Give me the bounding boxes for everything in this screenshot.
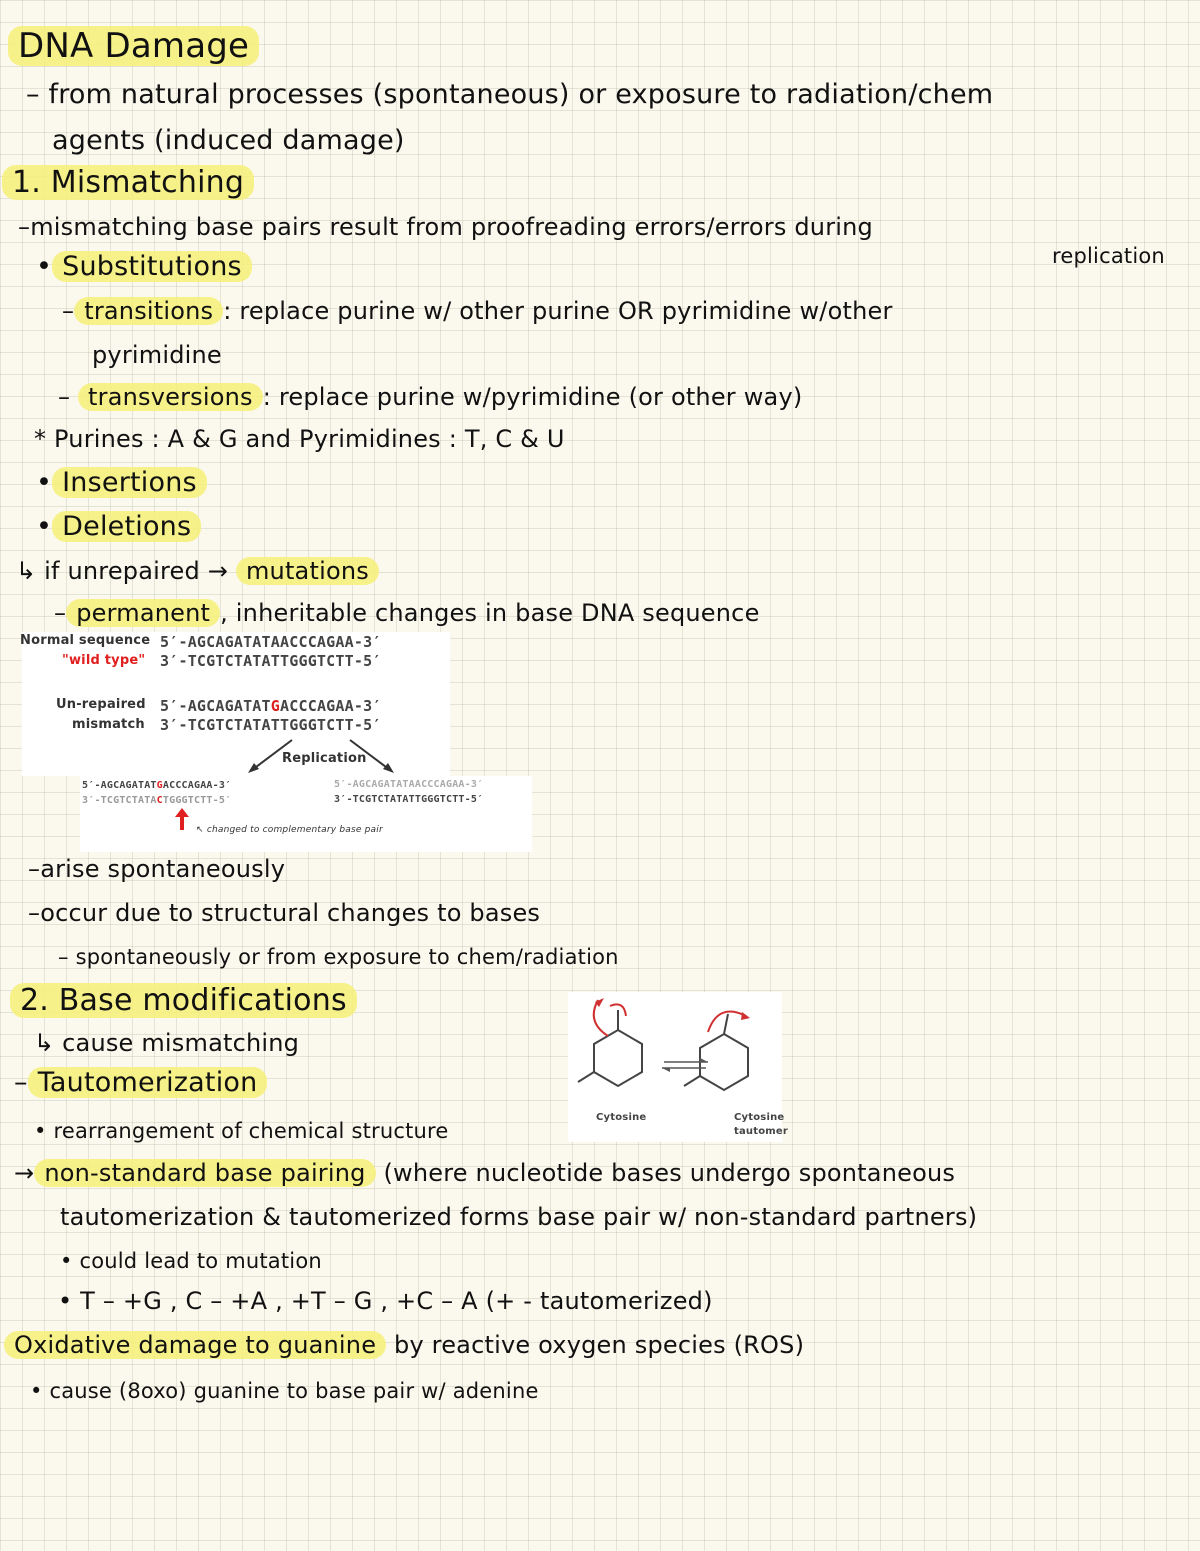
transversions-line: – transversions : replace purine w/pyrimidine (or other way) bbox=[58, 383, 803, 411]
oxidative-line: Oxidative damage to guanine by reactive oxygen species (ROS) bbox=[4, 1332, 804, 1358]
nonstandard-line: → non-standard base pairing (where nucleotide bases undergo spontaneous bbox=[14, 1159, 956, 1187]
section-1-title: 1. Mismatching bbox=[2, 166, 254, 199]
oxo-line: • cause (8oxo) guanine to base pair w/ adenine bbox=[30, 1379, 539, 1403]
left-strand-top: 5′-AGCAGATATGACCCAGAA-3′ bbox=[82, 780, 232, 791]
could-lead-line: • could lead to mutation bbox=[60, 1249, 322, 1273]
pairs-line: • T – +G , C – +A , +T – G , +C – A (+ - tautomerized) bbox=[58, 1287, 713, 1315]
cytosine-label: Cytosine bbox=[596, 1112, 647, 1123]
section-2-title: 2. Base modifications bbox=[10, 984, 357, 1017]
unrepaired-strand-bottom: 3′-TCGTCTATATTGGGTCTT-5′ bbox=[160, 716, 382, 734]
replication-label: Replication bbox=[282, 751, 367, 766]
intro-line: – from natural processes (spontaneous) or exposure to radiation/chem bbox=[26, 79, 994, 110]
transitions-line: – transitions : replace purine w/ other purine OR pyrimidine w/other bbox=[62, 297, 893, 325]
complementary-annotation: ↖ changed to complementary base pair bbox=[196, 825, 383, 835]
intro-line-cont: agents (induced damage) bbox=[52, 125, 405, 156]
unrepaired-line: ↳ if unrepaired → mutations bbox=[16, 558, 379, 584]
normal-strand-top: 5′-AGCAGATATAACCCAGAA-3′ bbox=[160, 633, 382, 651]
permanent-line: – permanent , inheritable changes in base DNA sequence bbox=[54, 599, 760, 627]
occur-line: –occur due to structural changes to bases bbox=[28, 899, 541, 927]
spontaneous-line: – spontaneously or from exposure to chem/radiation bbox=[58, 945, 619, 969]
deletions-item: • Deletions bbox=[36, 512, 201, 542]
rearrangement-line: • rearrangement of chemical structure bbox=[34, 1119, 449, 1143]
insertions-item: • Insertions bbox=[36, 468, 207, 498]
cytosine-tautomer-label-1: Cytosine bbox=[734, 1112, 785, 1123]
unrepaired-label: Un-repaired bbox=[56, 697, 146, 712]
substitutions-heading: • Substitutions bbox=[36, 252, 252, 282]
normal-strand-bottom: 3′-TCGTCTATATTGGGTCTT-5′ bbox=[160, 652, 382, 670]
up-arrow-icon bbox=[174, 808, 190, 830]
mismatch-desc: –mismatching base pairs result from proofreading errors/errors during bbox=[18, 213, 873, 241]
mismatch-label: mismatch bbox=[72, 717, 145, 732]
page-title: DNA Damage bbox=[8, 28, 259, 65]
right-strand-top: 5′-AGCAGATATAACCCAGAA-3′ bbox=[334, 779, 484, 790]
normal-sequence-label: Normal sequence bbox=[20, 633, 151, 648]
tautomerization-heading: – Tautomerization bbox=[14, 1068, 267, 1098]
purines-note: * Purines : A & G and Pyrimidines : T, C & U bbox=[34, 425, 565, 453]
mismatch-desc-cont: replication bbox=[1052, 244, 1165, 268]
unrepaired-strand-top: 5′-AGCAGATATGACCCAGAA-3′ bbox=[160, 697, 382, 715]
cytosine-tautomer-label-2: tautomer bbox=[734, 1126, 789, 1137]
arise-line: –arise spontaneously bbox=[28, 855, 286, 883]
transitions-line-cont: pyrimidine bbox=[92, 341, 222, 369]
nonstandard-line-cont: tautomerization & tautomerized forms base pair w/ non-standard partners) bbox=[60, 1203, 978, 1231]
left-strand-bottom: 3′-TCGTCTATACTGGGTCTT-5′ bbox=[82, 795, 232, 806]
cause-mismatch-line: ↳ cause mismatching bbox=[34, 1029, 300, 1057]
right-strand-bottom: 3′-TCGTCTATATTGGGTCTT-5′ bbox=[334, 794, 484, 805]
wild-type-label: "wild type" bbox=[62, 653, 146, 668]
